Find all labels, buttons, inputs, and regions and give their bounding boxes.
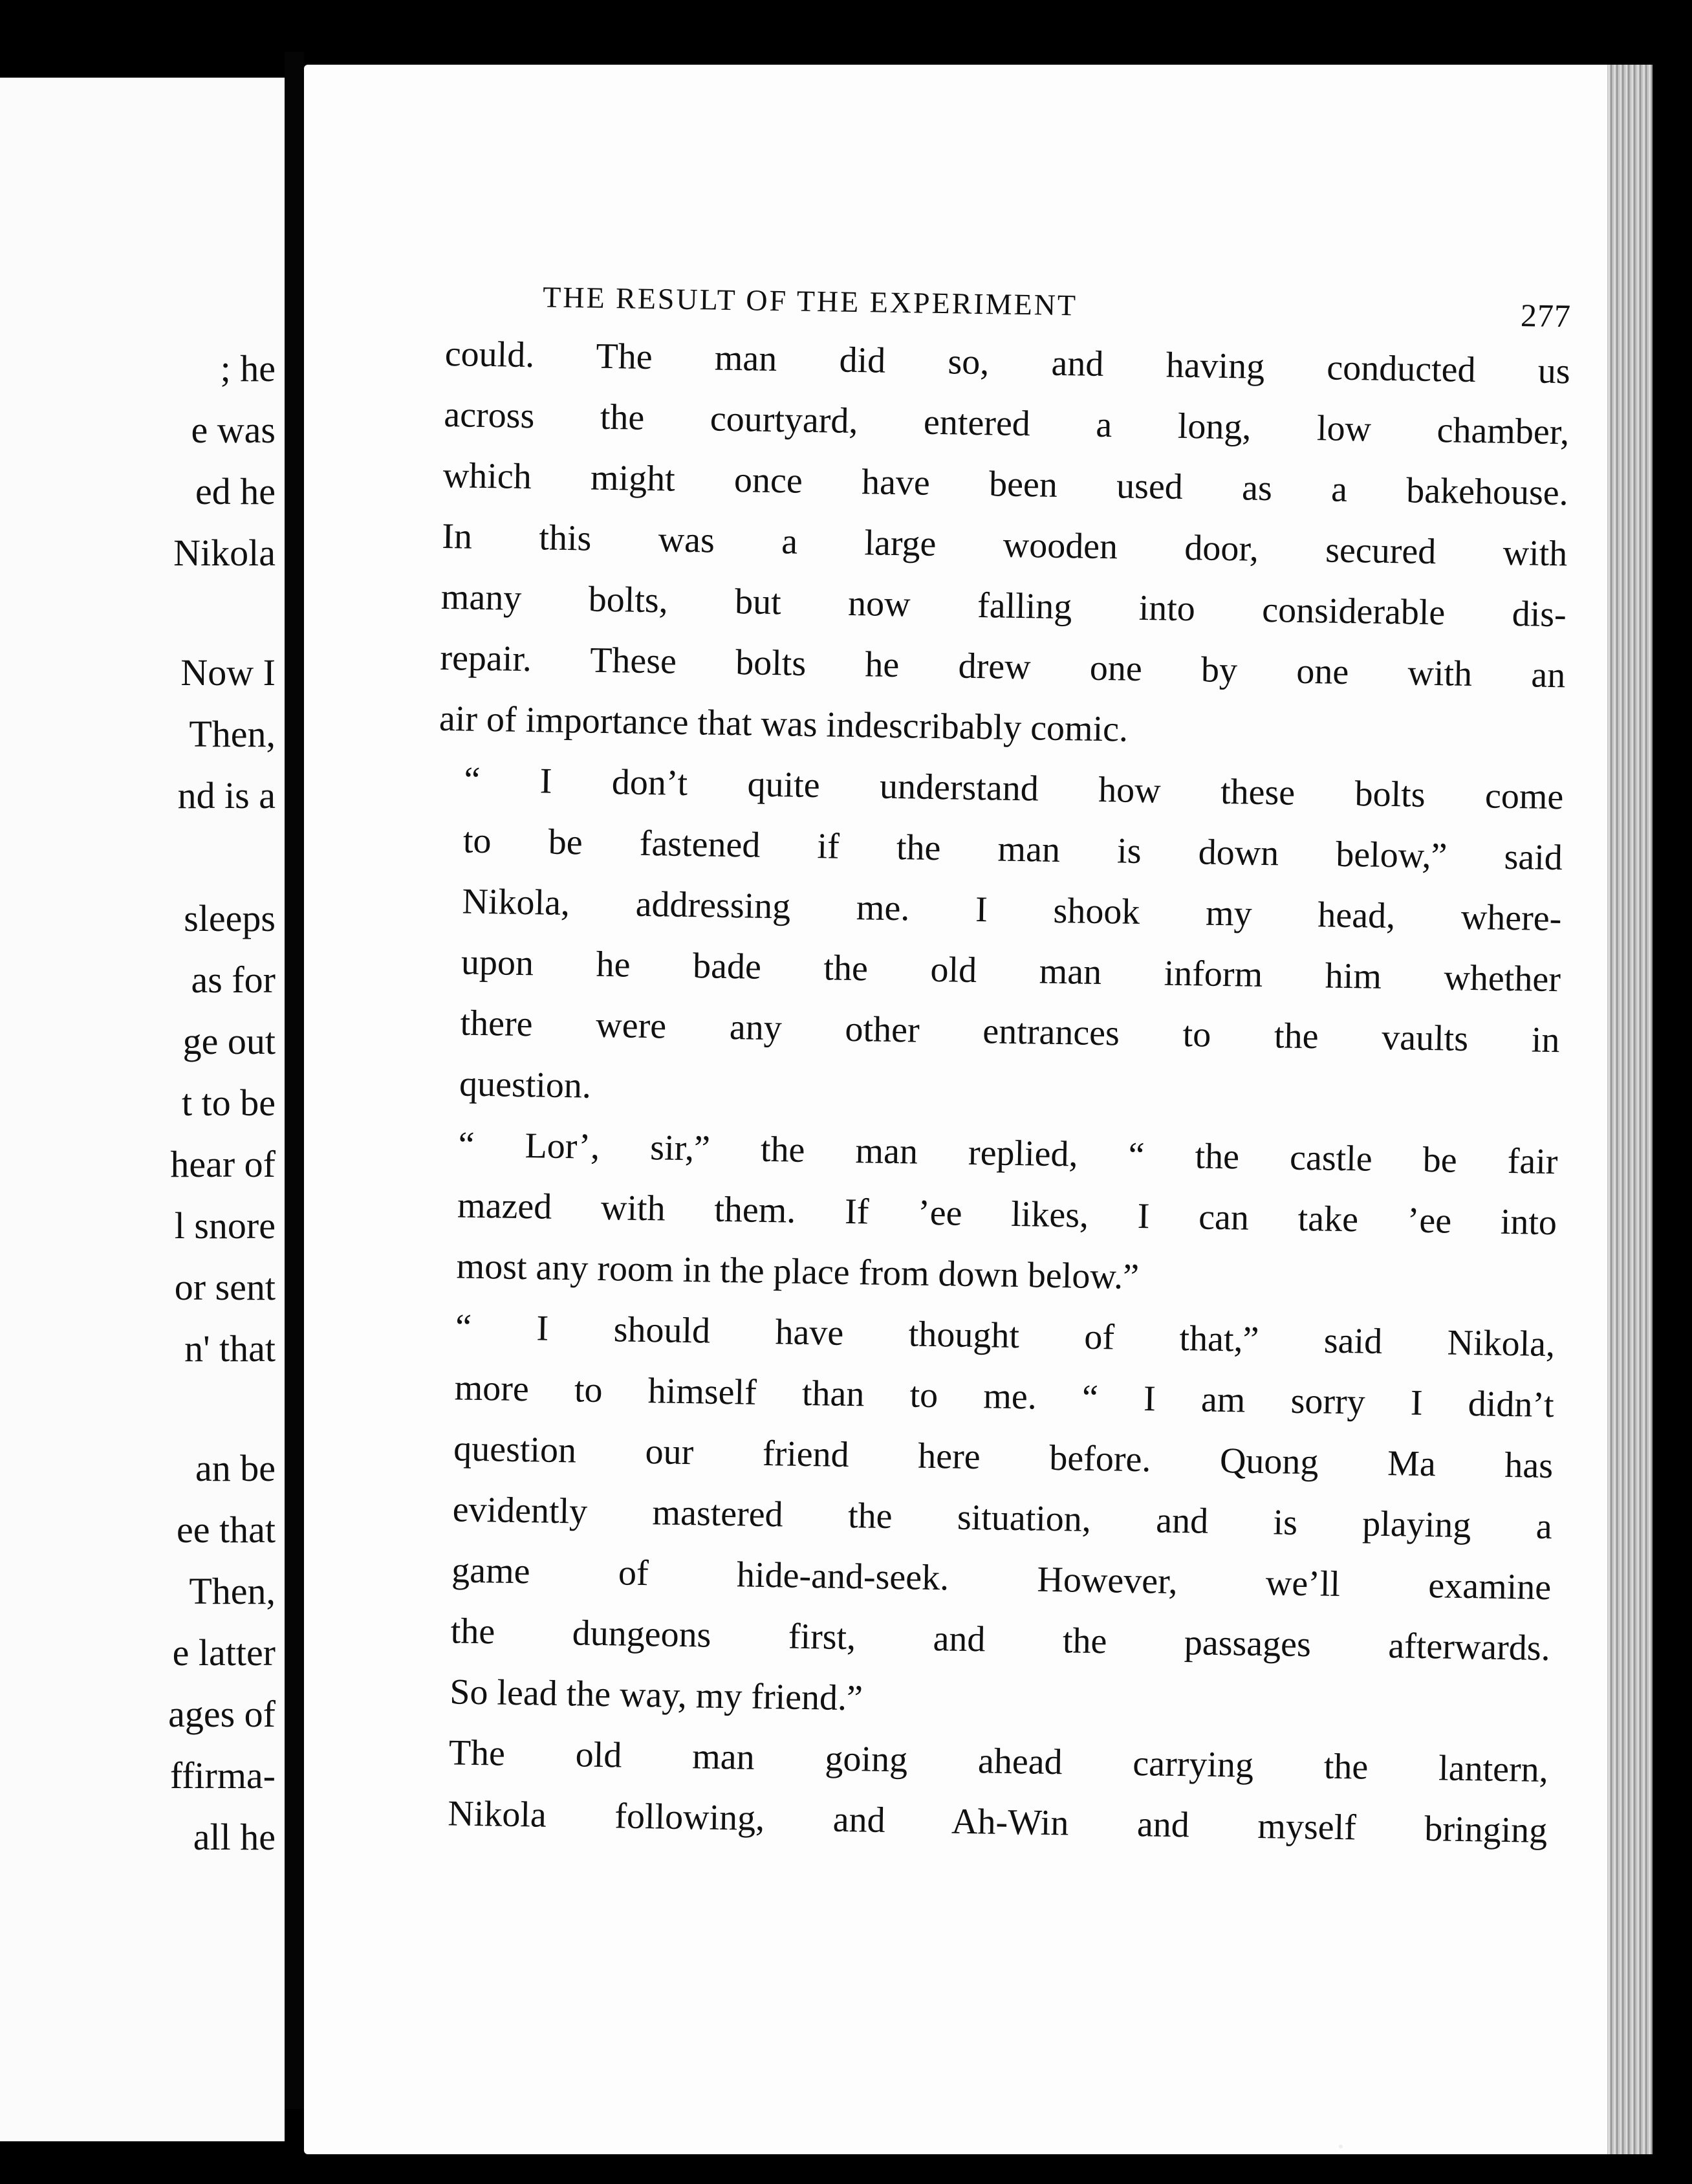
text-line: could. The man did so, and having conducted us bbox=[444, 333, 1571, 392]
left-line-fragment: hear of bbox=[170, 1143, 276, 1185]
text-line: which might once have been used as a bakehouse. bbox=[442, 455, 1569, 514]
text-line: mazed with them. If ’ee likes, I can take ’ee into bbox=[457, 1185, 1557, 1243]
left-line-fragment: Nikola bbox=[173, 532, 276, 574]
text-line: most any room in the place from down below.” bbox=[456, 1246, 1140, 1298]
left-line-fragment: Now I bbox=[180, 651, 276, 693]
text-line: In this was a large wooden door, secured with bbox=[441, 516, 1568, 574]
left-page bbox=[0, 78, 285, 2141]
text-line: repair. These bolts he drew one by one with an bbox=[439, 637, 1566, 696]
body-text bbox=[422, 323, 1571, 1861]
book-gutter bbox=[285, 52, 304, 2109]
text-line: more to himself than to me. “ I am sorry I didn’t bbox=[454, 1368, 1555, 1426]
text-line: there were any other entrances to the vaults in bbox=[460, 1003, 1560, 1061]
left-line-fragment: ages of bbox=[168, 1693, 276, 1735]
left-line-fragment: t to be bbox=[182, 1082, 276, 1124]
text-line: across the courtyard, entered a long, low chamber, bbox=[443, 394, 1570, 453]
text-line: Nikola, addressing me. I shook my head, where- bbox=[462, 881, 1562, 939]
page-number: 277 bbox=[1520, 297, 1572, 334]
left-line-fragment: or sent bbox=[174, 1266, 276, 1308]
left-line-fragment: Then, bbox=[189, 713, 276, 755]
text-line: So lead the way, my friend.” bbox=[449, 1672, 863, 1719]
text-line: evidently mastered the situation, and is playing a bbox=[452, 1489, 1553, 1547]
running-title: THE RESULT OF THE EXPERIMENT bbox=[542, 280, 1078, 322]
text-line: “ Lor’, sir,” the man replied, “ the castle be fair bbox=[458, 1124, 1558, 1183]
left-line-fragment: e was bbox=[191, 409, 276, 451]
left-line-fragment: all he bbox=[193, 1816, 276, 1858]
paragraph bbox=[422, 1722, 1549, 1861]
left-line-fragment: an be bbox=[195, 1447, 276, 1489]
text-line: many bolts, but now falling into considerable dis- bbox=[440, 576, 1567, 635]
left-line-fragment: ed he bbox=[195, 470, 276, 512]
text-line: “ I should have thought of that,” said Nikola, bbox=[455, 1307, 1556, 1365]
left-line-fragment: n' that bbox=[184, 1327, 276, 1370]
left-line-fragment: nd is a bbox=[177, 774, 276, 816]
paragraph bbox=[433, 749, 1564, 1131]
text-line: game of hide-and-seek. However, we’ll examine bbox=[451, 1550, 1552, 1608]
left-line-fragment: l snore bbox=[174, 1205, 276, 1247]
left-line-fragment: Then, bbox=[189, 1570, 276, 1612]
text-line: The old man going ahead carrying the lantern, bbox=[448, 1732, 1549, 1791]
left-line-fragment: ffirma- bbox=[169, 1754, 276, 1796]
left-line-fragment: sleeps bbox=[184, 897, 276, 939]
dust-speck bbox=[1339, 2145, 1343, 2148]
text-line: air of importance that was indescribably comic. bbox=[439, 698, 1129, 750]
left-line-fragment: ; he bbox=[220, 347, 276, 389]
paragraph bbox=[430, 1114, 1558, 1314]
text-block bbox=[422, 265, 1572, 1861]
text-line: upon he bade the old man inform him whether bbox=[461, 942, 1561, 1000]
left-line-fragment: e latter bbox=[172, 1632, 276, 1674]
text-line: “ I don’t quite understand how these bolts come bbox=[464, 759, 1564, 818]
left-line-fragment: ge out bbox=[182, 1020, 276, 1062]
text-line: Nikola following, and Ah-Win and myself bringing bbox=[447, 1793, 1548, 1851]
left-line-fragment: as for bbox=[191, 959, 276, 1001]
text-line: question our friend here before. Quong Ma has bbox=[453, 1428, 1554, 1487]
page-edge bbox=[1607, 65, 1653, 2154]
paragraph bbox=[424, 1296, 1556, 1740]
paragraph bbox=[439, 323, 1570, 767]
right-page bbox=[304, 65, 1653, 2154]
text-line: to be fastened if the man is down below,” said bbox=[462, 820, 1563, 879]
left-line-fragment: ee that bbox=[177, 1509, 276, 1551]
text-line: question. bbox=[459, 1064, 592, 1106]
text-line: the dungeons first, and the passages afterwards. bbox=[450, 1611, 1551, 1669]
